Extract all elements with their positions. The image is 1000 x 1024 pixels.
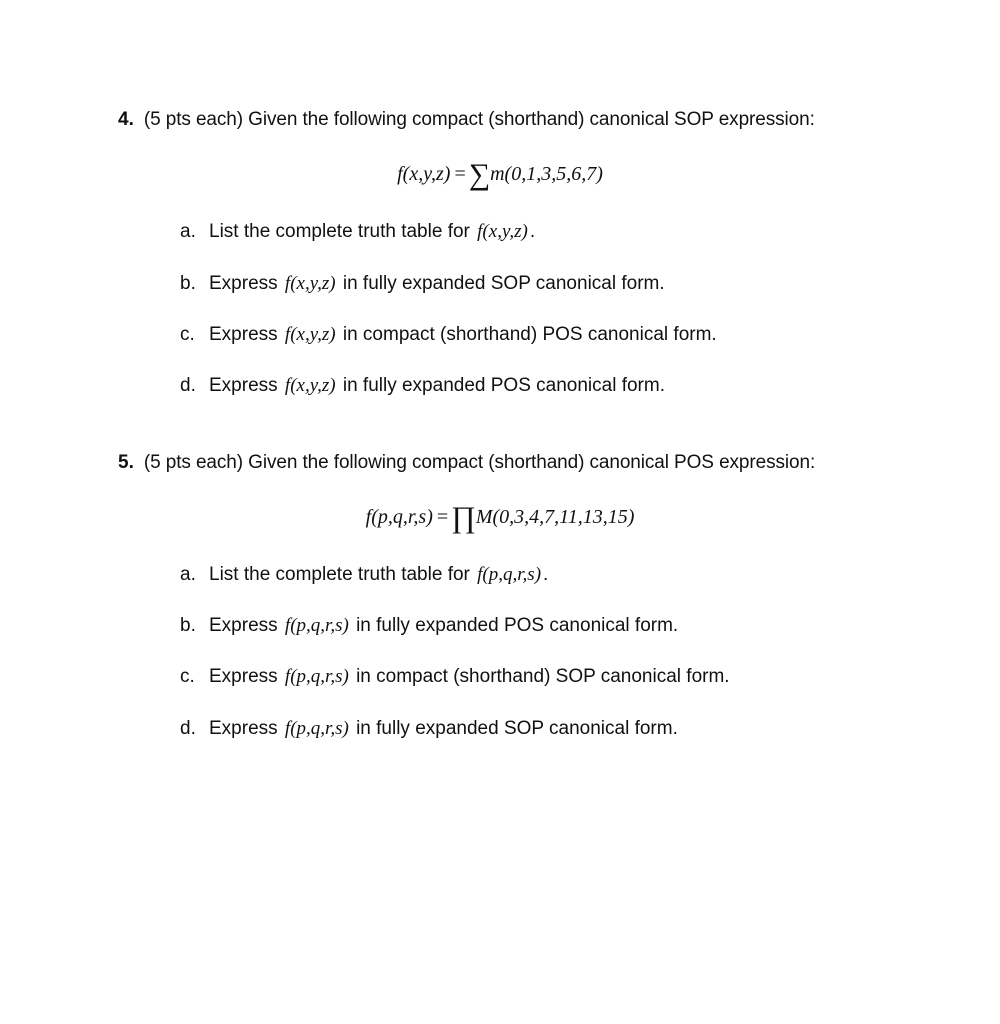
subquestion-text-end: in fully expanded POS canonical form. xyxy=(356,615,679,636)
function-expression: f(p,q,r,s) xyxy=(477,564,542,585)
function-expression: f(x,y,z) xyxy=(284,273,336,294)
subquestion-letter: d. xyxy=(180,375,196,396)
subquestion-text: Express xyxy=(209,615,278,636)
problem-header-text: (5 pts each) Given the following compact (shorthand) canonical SOP expression: xyxy=(143,109,815,130)
subquestion-letter: d. xyxy=(180,718,196,739)
problem-number: 4. xyxy=(118,109,134,130)
function-expression: f(p,q,r,s) xyxy=(284,615,349,636)
summation-symbol: ∑ xyxy=(468,158,491,191)
subquestion-c xyxy=(180,666,730,688)
subquestion-text: List the complete truth table for xyxy=(209,221,470,242)
subquestion-text: Express xyxy=(209,718,278,739)
subquestion-d xyxy=(180,718,678,740)
subquestion-letter: a. xyxy=(180,221,196,242)
subquestion-text: Express xyxy=(209,666,278,687)
subquestion-a xyxy=(180,221,535,243)
subquestion-letter: c. xyxy=(180,324,195,345)
pos-equation xyxy=(0,503,1000,533)
problem-header-text: (5 pts each) Given the following compact (shorthand) canonical POS expression: xyxy=(143,452,816,473)
subquestion-b xyxy=(180,615,678,637)
subquestion-a xyxy=(180,564,548,586)
function-expression: f(p,q,r,s) xyxy=(284,666,349,687)
subquestion-text: Express xyxy=(209,324,278,345)
equation-lhs: f(p,q,r,s) xyxy=(365,506,433,528)
subquestion-text-end: in fully expanded SOP canonical form. xyxy=(356,718,678,739)
subquestion-text: Express xyxy=(209,375,278,396)
equals-sign: = xyxy=(454,163,466,185)
subquestion-letter: a. xyxy=(180,564,196,585)
function-expression: f(x,y,z) xyxy=(477,221,528,242)
subquestion-text-end: . xyxy=(543,564,549,585)
problem-header xyxy=(118,452,815,474)
subquestion-letter: c. xyxy=(180,666,195,687)
equation-lhs: f(x,y,z) xyxy=(397,163,451,185)
subquestion-text-end: in compact (shorthand) SOP canonical form. xyxy=(356,666,730,687)
function-expression: f(x,y,z) xyxy=(284,324,336,345)
function-expression: f(p,q,r,s) xyxy=(284,718,349,739)
subquestion-b xyxy=(180,273,665,295)
function-expression: f(x,y,z) xyxy=(284,375,336,396)
subquestion-text-end: in fully expanded SOP canonical form. xyxy=(342,273,665,294)
equals-sign: = xyxy=(436,506,449,528)
equation-rhs: m(0,1,3,5,6,7) xyxy=(490,163,603,185)
subquestion-letter: b. xyxy=(180,615,196,636)
subquestion-d xyxy=(180,375,665,397)
sop-equation xyxy=(0,160,1000,190)
problem-number: 5. xyxy=(118,452,134,473)
subquestion-text: Express xyxy=(209,273,278,294)
subquestion-c xyxy=(180,324,717,346)
subquestion-text-end: . xyxy=(529,221,536,242)
equation-rhs: M(0,3,4,7,11,13,15) xyxy=(475,506,635,528)
subquestion-text-end: in fully expanded POS canonical form. xyxy=(342,375,665,396)
subquestion-text-end: in compact (shorthand) POS canonical form. xyxy=(342,324,717,345)
problem-header xyxy=(118,109,815,131)
subquestion-text: List the complete truth table for xyxy=(209,564,470,585)
subquestion-letter: b. xyxy=(180,273,196,294)
product-symbol: ∏ xyxy=(451,501,476,534)
